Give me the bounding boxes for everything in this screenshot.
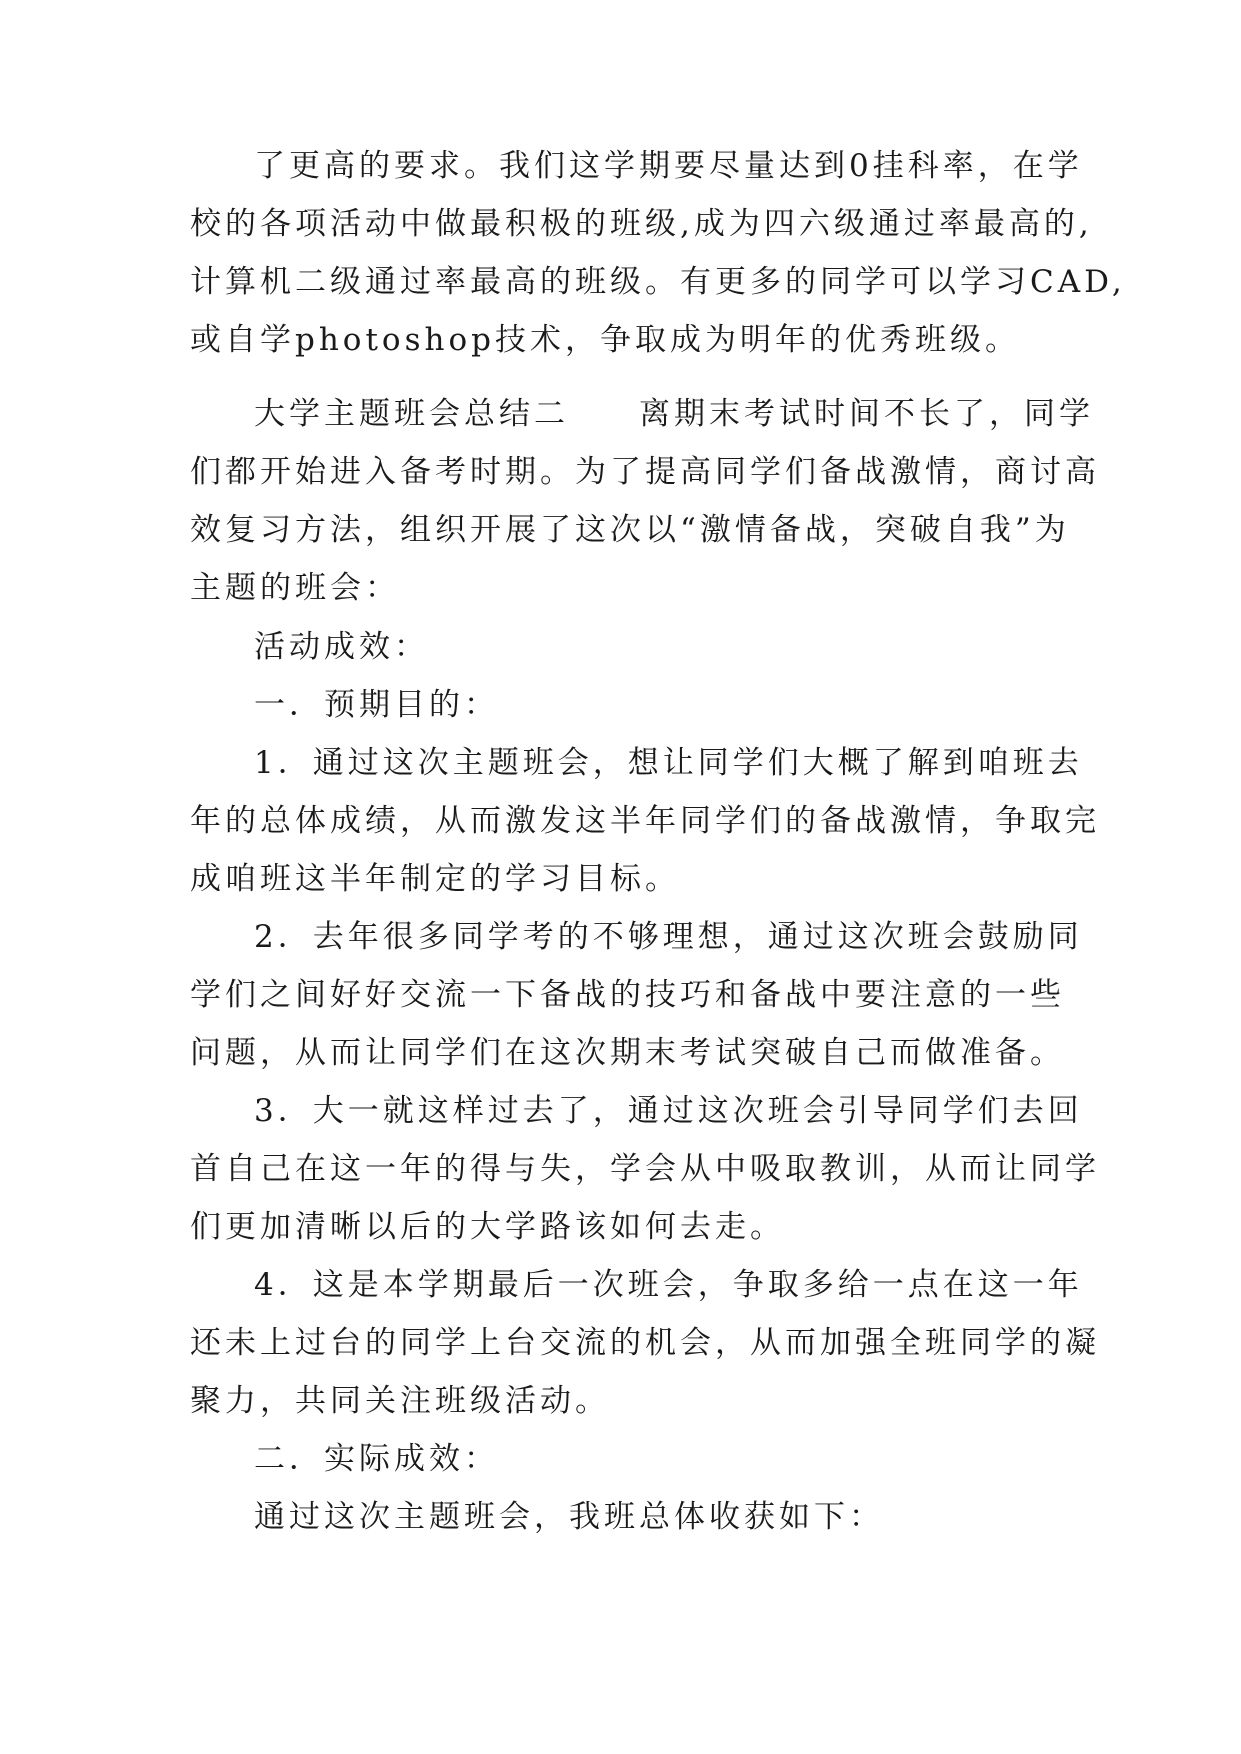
- text-line: 或自学photoshop技术，争取成为明年的优秀班级。: [190, 322, 1020, 358]
- text-line: 计算机二级通过率最高的班级。有更多的同学可以学习CAD,: [190, 264, 1126, 300]
- paragraph-goals: [190, 137, 1126, 369]
- list-item-4: [190, 1256, 1100, 1430]
- list-item-1: [190, 734, 1100, 908]
- text-line: 大学主题班会总结二 离期末考试时间不长了，同学: [254, 396, 1094, 432]
- text-line: 3．大一就这样过去了，通过这次班会引导同学们去回: [254, 1093, 1083, 1129]
- list-item-3: [190, 1082, 1100, 1256]
- text-line: 还未上过台的同学上台交流的机会，从而加强全班同学的凝: [190, 1325, 1100, 1361]
- text-line: 们更加清晰以后的大学路该如何去走。: [190, 1209, 785, 1245]
- text-line: 效复习方法，组织开展了这次以“激情备战，突破自我”为: [190, 512, 1070, 548]
- list-item-2: [190, 908, 1090, 1082]
- text-line: 1．通过这次主题班会，想让同学们大概了解到咱班去: [254, 745, 1083, 781]
- text-line: 校的各项活动中做最积极的班级,成为四六级通过率最高的,: [190, 206, 1093, 242]
- text-line: 聚力，共同关注班级活动。: [190, 1383, 610, 1419]
- text-line: 问题，从而让同学们在这次期末考试突破自己而做准备。: [190, 1035, 1065, 1071]
- text-line: 二．实际成效：: [254, 1441, 499, 1477]
- heading-expected-goals: [190, 676, 1090, 734]
- text-line: 首自己在这一年的得与失，学会从中吸取教训，从而让同学: [190, 1151, 1100, 1187]
- text-line: 成咱班这半年制定的学习目标。: [190, 861, 680, 897]
- text-line: 学们之间好好交流一下备战的技巧和备战中要注意的一些: [190, 977, 1065, 1013]
- heading-actual-results: [190, 1430, 1090, 1488]
- text-line: 通过这次主题班会，我班总体收获如下：: [254, 1499, 884, 1535]
- text-line: 一．预期目的：: [254, 687, 499, 723]
- text-line: 年的总体成绩，从而激发这半年同学们的备战激情，争取完: [190, 803, 1100, 839]
- text-line: 主题的班会：: [190, 570, 400, 606]
- text-line: 了更高的要求。我们这学期要尽量达到0挂科率，在学: [254, 148, 1083, 184]
- paragraph-gains-intro: [190, 1488, 1090, 1546]
- text-line: 活动成效：: [254, 629, 429, 665]
- text-line: 2．去年很多同学考的不够理想，通过这次班会鼓励同: [254, 919, 1083, 955]
- heading-activity-results: [190, 618, 1090, 676]
- paragraph-summary-intro: [190, 385, 1100, 617]
- text-line: 4．这是本学期最后一次班会，争取多给一点在这一年: [254, 1267, 1083, 1303]
- text-line: 们都开始进入备考时期。为了提高同学们备战激情，商讨高: [190, 454, 1100, 490]
